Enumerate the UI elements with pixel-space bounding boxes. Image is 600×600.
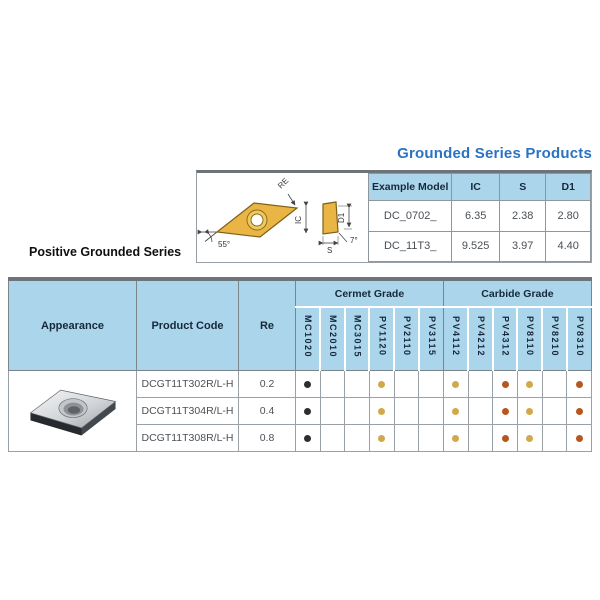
group-carbide-grade: Carbide Grade <box>443 279 591 307</box>
re-cell: 0.8 <box>239 425 296 452</box>
grade-dot-cell-PV8310 <box>567 371 592 398</box>
grade-dot-cell-PV4212 <box>468 398 493 425</box>
grade-dot-cell-PV3115 <box>419 371 444 398</box>
grade-dot-cell-PV8210 <box>542 371 567 398</box>
grade-dot <box>304 408 311 415</box>
s-label: S <box>327 246 333 255</box>
grade-dot-cell-PV4212 <box>468 425 493 452</box>
grade-col-PV4312 <box>493 307 518 371</box>
grade-col-label: PV8210 <box>549 315 560 358</box>
grade-dot <box>378 408 385 415</box>
grade-dot-cell-MC2010 <box>320 371 345 398</box>
spec-model: DC_0702_ <box>369 201 452 232</box>
grade-dot <box>526 435 533 442</box>
grade-dot <box>304 435 311 442</box>
spec-ic: 6.35 <box>452 201 500 232</box>
grade-dot <box>502 435 509 442</box>
grade-dot <box>452 381 459 388</box>
corner-angle-label: 55° <box>218 240 231 249</box>
grade-col-MC1020 <box>296 307 321 371</box>
grade-dot-cell-PV4312 <box>493 398 518 425</box>
grade-dot-cell-MC2010 <box>320 425 345 452</box>
center-hole <box>251 214 263 226</box>
grade-col-PV4212 <box>468 307 493 371</box>
grade-dot-cell-PV8210 <box>542 425 567 452</box>
grade-dot <box>576 408 583 415</box>
grade-dot-cell-PV2110 <box>394 371 419 398</box>
grade-dot <box>502 381 509 388</box>
spec-s: 2.38 <box>499 201 545 232</box>
grade-col-label: PV8110 <box>525 316 536 357</box>
re-leader <box>288 194 295 205</box>
grade-dot <box>576 381 583 388</box>
grade-dot-cell-PV8310 <box>567 425 592 452</box>
spec-panel <box>196 170 592 263</box>
spec-s: 3.97 <box>499 231 545 262</box>
grade-dot <box>452 435 459 442</box>
ic-label: IC <box>294 216 303 224</box>
grade-dot-cell-PV4212 <box>468 371 493 398</box>
grade-col-label: MC3015 <box>352 314 363 359</box>
insert-photo <box>21 378 125 442</box>
grade-col-MC2010 <box>320 307 345 371</box>
spec-row <box>369 231 591 262</box>
grade-col-PV8110 <box>517 307 542 371</box>
section-title: Positive Grounded Series <box>29 245 182 259</box>
grade-col-label: MC1020 <box>303 314 314 359</box>
col-re: Re <box>239 279 296 371</box>
re-cell: 0.4 <box>239 398 296 425</box>
relief-angle-leader <box>339 233 347 242</box>
grade-dot-cell-PV8110 <box>517 425 542 452</box>
page-title: Grounded Series Products <box>397 145 592 162</box>
grade-dot <box>304 381 311 388</box>
spec-col-s: S <box>499 174 545 201</box>
product-code-cell: DCGT11T304R/L-H <box>137 398 239 425</box>
grade-dot-cell-PV4112 <box>443 425 468 452</box>
spec-header-row <box>369 174 591 201</box>
col-product-code: Product Code <box>137 279 239 371</box>
grade-dot <box>526 408 533 415</box>
spec-d1: 4.40 <box>546 231 591 262</box>
spec-col-model: Example Model <box>369 174 452 201</box>
spec-col-d1: D1 <box>546 174 591 201</box>
product-code-cell: DCGT11T308R/L-H <box>137 425 239 452</box>
grade-col-label: PV8310 <box>574 315 585 358</box>
grade-dot-cell-PV3115 <box>419 425 444 452</box>
spec-table <box>368 173 591 262</box>
grade-dot-cell-PV4312 <box>493 371 518 398</box>
grade-dot-cell-PV2110 <box>394 425 419 452</box>
spec-col-ic: IC <box>452 174 500 201</box>
spec-d1: 2.80 <box>546 201 591 232</box>
grade-dot-cell-PV1120 <box>369 371 394 398</box>
grade-col-label: MC2010 <box>327 314 338 359</box>
grade-dot-cell-PV1120 <box>369 425 394 452</box>
grade-col-label: PV4312 <box>500 315 511 358</box>
appearance-cell <box>9 371 137 452</box>
grade-dot-cell-PV8110 <box>517 371 542 398</box>
grade-dot <box>378 435 385 442</box>
grade-dot-cell-MC1020 <box>296 425 321 452</box>
grade-dot-cell-MC1020 <box>296 371 321 398</box>
relief-angle-label: 7° <box>350 236 358 245</box>
grades-header-row-1 <box>9 279 592 307</box>
group-cermet-grade: Cermet Grade <box>296 279 444 307</box>
grades-table <box>8 277 592 452</box>
product-row <box>9 371 592 398</box>
re-cell: 0.2 <box>239 371 296 398</box>
grade-col-label: PV1120 <box>377 316 388 357</box>
grade-dot <box>378 381 385 388</box>
col-appearance: Appearance <box>9 279 137 371</box>
grade-dot-cell-PV8310 <box>567 398 592 425</box>
spec-row <box>369 201 591 232</box>
grade-col-PV2110 <box>394 307 419 371</box>
grade-col-PV4112 <box>443 307 468 371</box>
grade-col-label: PV4212 <box>475 315 486 358</box>
grade-col-MC3015 <box>345 307 370 371</box>
grade-dot-cell-PV2110 <box>394 398 419 425</box>
spec-model: DC_11T3_ <box>369 231 452 262</box>
grade-dot-cell-MC3015 <box>345 425 370 452</box>
d1-label: D1 <box>337 212 346 223</box>
grade-dot-cell-MC1020 <box>296 398 321 425</box>
insert-dimension-diagram <box>197 173 368 260</box>
grade-dot <box>576 435 583 442</box>
grade-dot <box>502 408 509 415</box>
grade-dot <box>526 381 533 388</box>
insert-side-shape <box>323 202 338 234</box>
grade-col-PV1120 <box>369 307 394 371</box>
product-code-cell: DCGT11T302R/L-H <box>137 371 239 398</box>
grade-col-label: PV2110 <box>401 316 412 357</box>
hole-bottom <box>67 406 79 414</box>
grade-dot-cell-PV4112 <box>443 398 468 425</box>
grade-dot-cell-PV4112 <box>443 371 468 398</box>
grade-dot-cell-PV3115 <box>419 398 444 425</box>
grade-dot-cell-PV1120 <box>369 398 394 425</box>
grade-dot-cell-PV8210 <box>542 398 567 425</box>
grade-col-PV8310 <box>567 307 592 371</box>
grade-col-PV8210 <box>542 307 567 371</box>
grade-col-PV3115 <box>419 307 444 371</box>
grade-dot-cell-PV8110 <box>517 398 542 425</box>
re-label: RE <box>276 176 291 191</box>
grade-dot <box>452 408 459 415</box>
grade-dot-cell-MC3015 <box>345 398 370 425</box>
grade-dot-cell-PV4312 <box>493 425 518 452</box>
spec-ic: 9.525 <box>452 231 500 262</box>
grade-col-label: PV4112 <box>451 316 462 357</box>
grade-dot-cell-MC2010 <box>320 398 345 425</box>
grade-col-label: PV3115 <box>426 316 437 357</box>
grade-dot-cell-MC3015 <box>345 371 370 398</box>
